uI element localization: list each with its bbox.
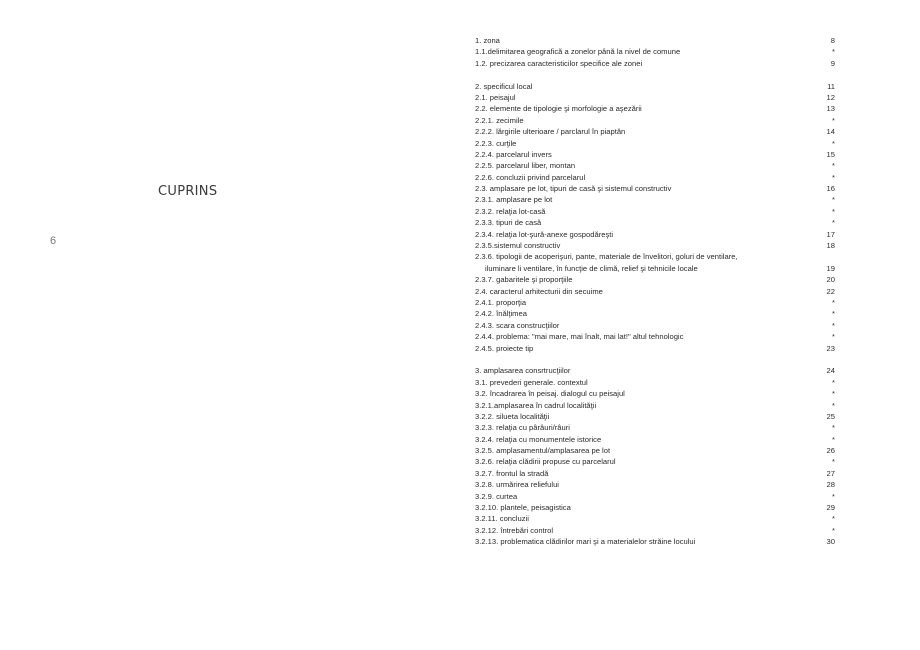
toc-entry-title bbox=[475, 206, 815, 217]
page-title: CUPRINS bbox=[158, 184, 218, 199]
toc-entry-text: 2.2.1. zecimile bbox=[475, 115, 524, 125]
toc-entry-text: 2.3. amplasare pe lot, tipuri de casă şi sistemul constructiv bbox=[475, 184, 672, 194]
toc-entry-title bbox=[475, 286, 815, 297]
page-number: 6 bbox=[50, 235, 57, 247]
toc-page-number: 8 bbox=[830, 36, 835, 45]
toc-entry-title bbox=[475, 320, 815, 331]
toc-entry bbox=[475, 194, 835, 205]
toc-entry bbox=[475, 536, 835, 547]
toc-entry bbox=[475, 513, 835, 524]
toc-entry-text: 1.2. precizarea caracteristicilor specifice ale zonei bbox=[475, 58, 643, 68]
toc-entry bbox=[475, 172, 835, 183]
toc-page-number: * bbox=[832, 389, 835, 399]
toc-page-number: 16 bbox=[826, 184, 835, 194]
toc-entry bbox=[475, 445, 835, 456]
toc-entry-title bbox=[475, 46, 815, 57]
toc-entry-title bbox=[475, 183, 815, 194]
toc-entry bbox=[475, 240, 835, 251]
toc-entry-title bbox=[475, 331, 815, 342]
toc-entry bbox=[475, 502, 835, 513]
toc-entry bbox=[475, 46, 835, 57]
toc-entry-title bbox=[475, 456, 815, 467]
toc-page-number: * bbox=[832, 172, 835, 182]
toc-entry-title bbox=[475, 536, 815, 547]
toc-page-number: 11 bbox=[827, 81, 835, 91]
toc-entry-title bbox=[475, 229, 815, 240]
toc-page-number: * bbox=[832, 434, 835, 444]
toc-entry bbox=[475, 468, 835, 479]
toc-entry-text: 2.4.1. proporţia bbox=[475, 298, 527, 308]
toc-entry bbox=[475, 217, 835, 228]
toc-entry bbox=[475, 491, 835, 502]
toc-entry-title bbox=[475, 434, 815, 445]
toc-entry-text: 2.4.4. problema: "mai mare, mai înalt, mai lat!" altul tehnologic bbox=[475, 332, 684, 342]
toc-entry-title bbox=[475, 297, 815, 308]
toc-entry bbox=[475, 149, 835, 160]
toc-entry-title bbox=[475, 445, 815, 456]
toc-page-number: * bbox=[832, 491, 835, 501]
toc-entry-title bbox=[475, 308, 815, 319]
toc-page-number: 24 bbox=[826, 366, 835, 376]
toc-entry-text: 3.2.9. curtea bbox=[475, 491, 518, 501]
toc-section bbox=[475, 365, 835, 547]
toc-page-number: * bbox=[832, 400, 835, 410]
toc-entry-text: 3.2.11. concluzii bbox=[475, 514, 529, 524]
toc-entry-title bbox=[475, 343, 815, 354]
toc-entry-text: 3.2. încadrarea în peisaj. dialogul cu peisajul bbox=[475, 389, 625, 399]
toc-page-number: 17 bbox=[826, 229, 835, 239]
toc-entry-title bbox=[475, 468, 815, 479]
toc-entry bbox=[475, 58, 835, 69]
toc-page-number: * bbox=[832, 309, 835, 319]
toc-entry bbox=[475, 160, 835, 171]
toc-page-number: 23 bbox=[826, 343, 835, 353]
toc-entry bbox=[475, 331, 835, 342]
toc-entry-title bbox=[475, 422, 815, 433]
toc-entry bbox=[475, 365, 835, 376]
toc-page-number: 29 bbox=[826, 503, 835, 513]
toc-entry-text: 2.2.5. parcelarul liber, montan bbox=[475, 161, 576, 171]
toc-page-number: * bbox=[832, 332, 835, 342]
toc-page-number: * bbox=[832, 423, 835, 433]
toc-entry-text: 2.1. peisajul bbox=[475, 92, 516, 102]
toc-entry-text: 3.2.10. plantele, peisagistica bbox=[475, 503, 571, 513]
toc-page-number: 27 bbox=[826, 468, 835, 478]
toc-entry bbox=[475, 286, 835, 297]
toc-entry-text: 3.2.7. frontul la stradă bbox=[475, 468, 549, 478]
toc-entry-title bbox=[475, 388, 815, 399]
toc-entry-text: 3.2.12. întrebări control bbox=[475, 525, 554, 535]
toc-page-number: 13 bbox=[826, 104, 835, 114]
toc-entry-text: 2.2.2. lărgirile ulterioare / parclarul în piaptăn bbox=[475, 127, 626, 137]
toc-entry bbox=[475, 206, 835, 217]
toc-page-number: 9 bbox=[830, 58, 835, 68]
toc-page-number: * bbox=[832, 138, 835, 148]
toc-section bbox=[475, 35, 835, 69]
toc-entry-text: 2.3.1. amplasare pe lot bbox=[475, 195, 553, 205]
toc-entry-title bbox=[475, 377, 815, 388]
toc-entry-text: 2.3.6. tipologii de acoperişuri, pante, materiale de învelitori, goluri de ventilare, bbox=[475, 252, 738, 262]
toc-entry bbox=[475, 388, 835, 399]
toc-entry bbox=[475, 115, 835, 126]
toc-entry-text: 3.2.3. relaţia cu pârâuri/râuri bbox=[475, 423, 570, 433]
toc-page-number: * bbox=[832, 320, 835, 330]
toc-entry-text: 3.2.4. relaţia cu monumentele istorice bbox=[475, 434, 602, 444]
toc-page-number: 18 bbox=[826, 241, 835, 251]
toc-entry bbox=[475, 400, 835, 411]
toc-entry-title bbox=[475, 35, 815, 46]
toc-entry bbox=[475, 456, 835, 467]
toc-page-number: * bbox=[832, 195, 835, 205]
toc-entry bbox=[475, 138, 835, 149]
toc-entry-title bbox=[475, 81, 815, 92]
toc-entry-title bbox=[475, 525, 815, 536]
toc-entry bbox=[475, 411, 835, 422]
toc-entry bbox=[475, 183, 835, 194]
table-of-contents bbox=[475, 35, 835, 548]
toc-entry-title bbox=[475, 138, 815, 149]
toc-entry-text: 2.3.2. relaţia lot-casă bbox=[475, 206, 546, 216]
toc-entry bbox=[475, 274, 835, 285]
toc-entry bbox=[475, 92, 835, 103]
toc-entry-title bbox=[475, 411, 815, 422]
toc-entry-text: 2.2. elemente de tipologie şi morfologie a aşezării bbox=[475, 104, 642, 114]
toc-entry-title bbox=[475, 240, 815, 251]
toc-page-number: * bbox=[832, 206, 835, 216]
toc-page-number: 15 bbox=[826, 149, 835, 159]
toc-page-number: 22 bbox=[826, 286, 835, 296]
toc-entry bbox=[475, 525, 835, 536]
toc-page-number: * bbox=[832, 218, 835, 228]
toc-entry-text: 2.4. caracterul arhitecturii din secuime bbox=[475, 286, 603, 296]
toc-entry-text: 3. amplasarea consrtrucţiilor bbox=[475, 366, 571, 376]
toc-page-number: * bbox=[832, 377, 835, 387]
toc-entry-text: 2.3.4. relaţia lot-şură-anexe gospodăreşti bbox=[475, 229, 614, 239]
toc-entry-title bbox=[475, 103, 815, 114]
toc-page-number: * bbox=[832, 457, 835, 467]
toc-entry-text: 3.2.5. amplasamentul/amplasarea pe lot bbox=[475, 446, 611, 456]
toc-entry-text: 2.3.5.sistemul constructiv bbox=[475, 241, 561, 251]
toc-entry-text: 2.4.2. înălţimea bbox=[475, 309, 527, 319]
toc-entry-title bbox=[475, 365, 815, 376]
section-spacer bbox=[475, 69, 835, 80]
toc-entry-title bbox=[475, 149, 815, 160]
toc-entry bbox=[475, 35, 835, 46]
toc-entry bbox=[475, 377, 835, 388]
toc-entry-text: 2. specificul local bbox=[475, 81, 533, 91]
toc-entry bbox=[475, 297, 835, 308]
toc-entry-text: 3.2.8. urmărirea reliefului bbox=[475, 480, 559, 490]
toc-entry-text: 3.2.2. silueta localităţii bbox=[475, 411, 550, 421]
toc-page-number: * bbox=[832, 47, 835, 57]
toc-entry bbox=[475, 434, 835, 445]
toc-entry-text: 2.3.3. tipuri de casă bbox=[475, 218, 542, 228]
toc-entry-title bbox=[475, 491, 815, 502]
toc-entry bbox=[475, 343, 835, 354]
toc-entry-title bbox=[475, 502, 815, 513]
toc-page-number: * bbox=[832, 161, 835, 171]
toc-entry bbox=[475, 251, 835, 274]
toc-entry-title bbox=[475, 115, 815, 126]
toc-entry-title bbox=[475, 217, 815, 228]
toc-entry-title bbox=[475, 172, 815, 183]
toc-entry-continuation: iluminare li ventilare, în funcţie de climă, relief şi tehnicile locale bbox=[485, 263, 698, 273]
section-spacer bbox=[475, 354, 835, 365]
toc-section bbox=[475, 81, 835, 354]
toc-entry-title bbox=[475, 274, 815, 285]
toc-page-number: 12 bbox=[826, 92, 835, 102]
toc-entry-title bbox=[475, 251, 815, 274]
toc-entry bbox=[475, 229, 835, 240]
toc-entry-text: 1. zona bbox=[475, 36, 500, 45]
toc-entry-text: 2.3.7. gabaritele şi proporţiile bbox=[475, 275, 573, 285]
toc-page-number: 14 bbox=[826, 127, 835, 137]
toc-page-number: * bbox=[832, 115, 835, 125]
toc-page-number: 28 bbox=[826, 480, 835, 490]
toc-entry-title bbox=[475, 513, 815, 524]
toc-entry-text: 3.2.13. problematica clădirilor mari şi a materialelor străine locului bbox=[475, 537, 696, 547]
toc-entry-text: 3.2.1.amplasarea în cadrul localităţii bbox=[475, 400, 597, 410]
toc-page-number: 26 bbox=[826, 446, 835, 456]
toc-entry-title bbox=[475, 194, 815, 205]
toc-entry-text: 2.4.3. scara construcţiilor bbox=[475, 320, 560, 330]
toc-entry-text: 1.1.delimitarea geografică a zonelor până la nivel de comune bbox=[475, 47, 681, 57]
toc-entry-title bbox=[475, 126, 815, 137]
toc-page-number: 25 bbox=[826, 411, 835, 421]
toc-entry bbox=[475, 479, 835, 490]
toc-entry bbox=[475, 81, 835, 92]
toc-entry-text: 2.2.4. parcelarul invers bbox=[475, 149, 552, 159]
toc-entry-text: 3.1. prevederi generale. contextul bbox=[475, 377, 588, 387]
toc-entry bbox=[475, 308, 835, 319]
toc-page-number: * bbox=[832, 525, 835, 535]
toc-entry bbox=[475, 126, 835, 137]
toc-entry-title bbox=[475, 479, 815, 490]
toc-page-number: 20 bbox=[826, 275, 835, 285]
toc-entry bbox=[475, 103, 835, 114]
toc-entry-text: 2.4.5. proiecte tip bbox=[475, 343, 534, 353]
toc-entry-title bbox=[475, 92, 815, 103]
toc-page-number: * bbox=[832, 514, 835, 524]
toc-entry-text: 2.2.3. curţile bbox=[475, 138, 517, 148]
toc-entry bbox=[475, 320, 835, 331]
toc-entry bbox=[475, 422, 835, 433]
toc-page-number: 19 bbox=[826, 263, 835, 273]
toc-page-number: 30 bbox=[826, 537, 835, 547]
toc-entry-text: 3.2.6. relaţia clădirii propuse cu parcelarul bbox=[475, 457, 616, 467]
toc-entry-title bbox=[475, 400, 815, 411]
toc-entry-title bbox=[475, 58, 815, 69]
toc-page-number: * bbox=[832, 298, 835, 308]
toc-entry-text: 2.2.6. concluzii privind parcelarul bbox=[475, 172, 586, 182]
toc-entry-title bbox=[475, 160, 815, 171]
